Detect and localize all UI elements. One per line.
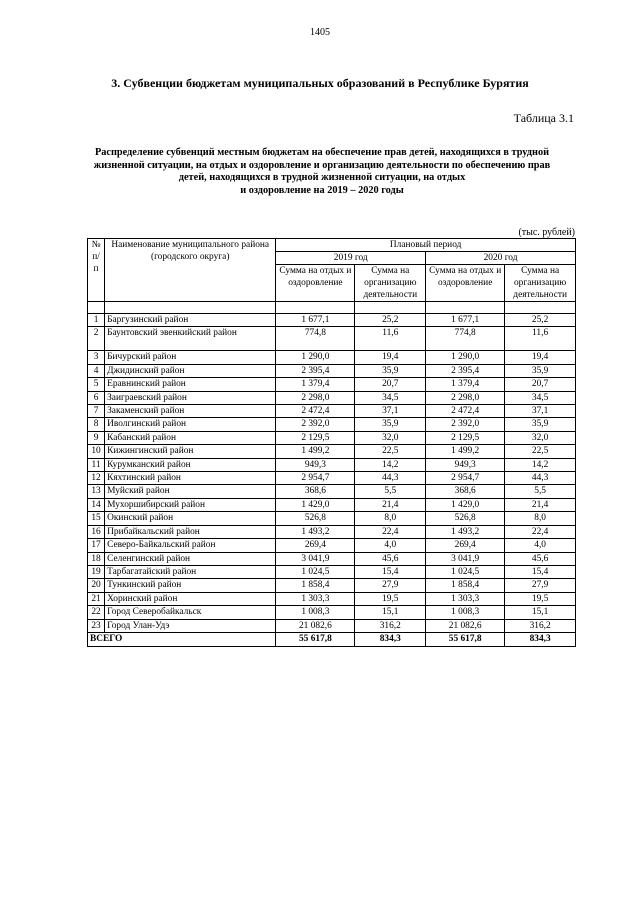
- row-org-2020: 37,1: [505, 405, 576, 418]
- row-org-2019: 27,9: [355, 579, 426, 592]
- row-rest-2020: 1 429,0: [426, 498, 505, 511]
- row-name: Баунтовский эвенкийский район: [105, 327, 276, 351]
- row-org-2019: 14,2: [355, 458, 426, 471]
- row-rest-2019: 2 129,5: [276, 431, 355, 444]
- row-org-2020: 14,2: [505, 458, 576, 471]
- row-org-2019: 15,1: [355, 606, 426, 619]
- table-row: [88, 351, 576, 364]
- total-label: ВСЕГО: [88, 632, 276, 646]
- row-rest-2020: 3 041,9: [426, 552, 505, 565]
- row-org-2019: 32,0: [355, 431, 426, 444]
- row-org-2020: 19,4: [505, 351, 576, 364]
- row-num: 2: [88, 327, 105, 351]
- total-org-2019: 834,3: [355, 632, 426, 646]
- row-num: 5: [88, 378, 105, 391]
- header-org-2020: Сумма на организацию деятельности: [505, 265, 576, 302]
- row-org-2019: 8,0: [355, 512, 426, 525]
- row-org-2020: 4,0: [505, 539, 576, 552]
- caption-line: Распределение субвенций местным бюджетам на обеспечение прав детей, находящихся в трудной: [94, 147, 550, 158]
- row-org-2020: 44,3: [505, 472, 576, 485]
- row-rest-2020: 1 677,1: [426, 314, 505, 327]
- row-name: Заиграевский район: [105, 391, 276, 404]
- row-org-2019: 22,4: [355, 525, 426, 538]
- row-name: Прибайкальский район: [105, 525, 276, 538]
- row-rest-2020: 1 379,4: [426, 378, 505, 391]
- table-row: [88, 445, 576, 458]
- table-row: [88, 565, 576, 578]
- row-org-2019: 316,2: [355, 619, 426, 632]
- table-row: [88, 552, 576, 565]
- total-rest-2020: 55 617,8: [426, 632, 505, 646]
- section-title: 3. Субвенции бюджетам муниципальных образований в Республике Бурятия: [111, 76, 529, 90]
- table-row: [88, 364, 576, 377]
- caption-line: и оздоровление на 2019 – 2020 годы: [240, 184, 404, 196]
- table-row: [88, 485, 576, 498]
- row-num: 8: [88, 418, 105, 431]
- row-name: Кабанский район: [105, 431, 276, 444]
- table-row: [88, 458, 576, 471]
- row-org-2020: 20,7: [505, 378, 576, 391]
- row-rest-2020: 2 392,0: [426, 418, 505, 431]
- row-rest-2019: 1 429,0: [276, 498, 355, 511]
- row-org-2019: 44,3: [355, 472, 426, 485]
- row-rest-2019: 1 379,4: [276, 378, 355, 391]
- row-org-2020: 15,4: [505, 565, 576, 578]
- total-org-2020: 834,3: [505, 632, 576, 646]
- row-rest-2019: 1 677,1: [276, 314, 355, 327]
- row-rest-2020: 2 472,4: [426, 405, 505, 418]
- row-rest-2019: 1 499,2: [276, 445, 355, 458]
- row-rest-2019: 1 858,4: [276, 579, 355, 592]
- row-rest-2019: 269,4: [276, 539, 355, 552]
- header-year-2019: 2019 год: [276, 252, 426, 265]
- table-row: [88, 418, 576, 431]
- row-rest-2019: 526,8: [276, 512, 355, 525]
- caption-line: детей, находящихся в трудной жизненной ситуации, на отдых: [178, 172, 466, 184]
- table-label: Таблица 3.1: [513, 111, 574, 125]
- row-rest-2020: 2 395,4: [426, 364, 505, 377]
- row-num: 21: [88, 592, 105, 605]
- total-rest-2019: 55 617,8: [276, 632, 355, 646]
- row-name: Закаменский район: [105, 405, 276, 418]
- row-org-2020: 45,6: [505, 552, 576, 565]
- header-org-2019: Сумма на организацию деятельности: [355, 265, 426, 302]
- row-num: 10: [88, 445, 105, 458]
- row-num: 20: [88, 579, 105, 592]
- row-rest-2020: 526,8: [426, 512, 505, 525]
- units-label: (тыс. рублей): [518, 227, 575, 238]
- row-num: 3: [88, 351, 105, 364]
- row-num: 9: [88, 431, 105, 444]
- row-name: Селенгинский район: [105, 552, 276, 565]
- row-rest-2019: 2 392,0: [276, 418, 355, 431]
- table-row: [88, 606, 576, 619]
- row-name: Баргузинский район: [105, 314, 276, 327]
- page-number: 1405: [310, 27, 330, 38]
- row-org-2019: 35,9: [355, 418, 426, 431]
- row-org-2019: 21,4: [355, 498, 426, 511]
- table-row: [88, 512, 576, 525]
- row-rest-2019: 1 008,3: [276, 606, 355, 619]
- row-org-2019: 11,6: [355, 327, 426, 351]
- table-row: [88, 378, 576, 391]
- row-org-2020: 22,4: [505, 525, 576, 538]
- row-org-2019: 35,9: [355, 364, 426, 377]
- table-row: [88, 405, 576, 418]
- row-name: Тарбагатайский район: [105, 565, 276, 578]
- row-org-2020: 35,9: [505, 364, 576, 377]
- row-org-2020: 8,0: [505, 512, 576, 525]
- row-name: Муйский район: [105, 485, 276, 498]
- row-num: 17: [88, 539, 105, 552]
- row-rest-2019: 2 298,0: [276, 391, 355, 404]
- row-rest-2019: 2 395,4: [276, 364, 355, 377]
- row-num: 4: [88, 364, 105, 377]
- row-num: 12: [88, 472, 105, 485]
- row-rest-2020: 21 082,6: [426, 619, 505, 632]
- row-rest-2019: 2 472,4: [276, 405, 355, 418]
- row-name: Кяхтинский район: [105, 472, 276, 485]
- row-name: Город Северобайкальск: [105, 606, 276, 619]
- row-rest-2020: 269,4: [426, 539, 505, 552]
- row-rest-2020: 2 954,7: [426, 472, 505, 485]
- row-num: 18: [88, 552, 105, 565]
- row-org-2019: 22,5: [355, 445, 426, 458]
- row-rest-2020: 368,6: [426, 485, 505, 498]
- row-org-2020: 25,2: [505, 314, 576, 327]
- row-rest-2019: 1 493,2: [276, 525, 355, 538]
- header-rest-2019: Сумма на отдых и оздоровление: [276, 265, 355, 302]
- table-row: [88, 314, 576, 327]
- row-org-2020: 22,5: [505, 445, 576, 458]
- row-org-2019: 20,7: [355, 378, 426, 391]
- row-name: Джидинский район: [105, 364, 276, 377]
- table-row: [88, 472, 576, 485]
- row-rest-2020: 1 008,3: [426, 606, 505, 619]
- table-caption: [88, 147, 556, 197]
- row-rest-2020: 1 493,2: [426, 525, 505, 538]
- row-rest-2020: 949,3: [426, 458, 505, 471]
- table-row: [88, 525, 576, 538]
- row-org-2019: 45,6: [355, 552, 426, 565]
- row-name: Северо-Байкальский район: [105, 539, 276, 552]
- row-rest-2019: 949,3: [276, 458, 355, 471]
- row-num: 11: [88, 458, 105, 471]
- row-name: Бичурский район: [105, 351, 276, 364]
- row-org-2019: 5,5: [355, 485, 426, 498]
- row-name: Хоринский район: [105, 592, 276, 605]
- table-row: [88, 592, 576, 605]
- row-rest-2020: 774,8: [426, 327, 505, 351]
- row-rest-2020: 1 290,0: [426, 351, 505, 364]
- row-num: 23: [88, 619, 105, 632]
- row-num: 19: [88, 565, 105, 578]
- row-rest-2020: 2 129,5: [426, 431, 505, 444]
- header-period: Плановый период: [276, 239, 576, 252]
- row-num: 1: [88, 314, 105, 327]
- row-rest-2019: 1 024,5: [276, 565, 355, 578]
- row-org-2019: 25,2: [355, 314, 426, 327]
- table-row: [88, 391, 576, 404]
- subsidy-table: [87, 238, 576, 647]
- row-org-2019: 19,4: [355, 351, 426, 364]
- row-rest-2020: 1 303,3: [426, 592, 505, 605]
- total-row: [88, 632, 576, 646]
- row-num: 22: [88, 606, 105, 619]
- row-rest-2019: 21 082,6: [276, 619, 355, 632]
- row-name: Курумканский район: [105, 458, 276, 471]
- row-org-2020: 32,0: [505, 431, 576, 444]
- table-row: [88, 431, 576, 444]
- header-rest-2020: Сумма на отдых и оздоровление: [426, 265, 505, 302]
- row-org-2020: 34,5: [505, 391, 576, 404]
- row-name: Еравнинский район: [105, 378, 276, 391]
- row-name: Окинский район: [105, 512, 276, 525]
- row-rest-2019: 368,6: [276, 485, 355, 498]
- table-row: [88, 539, 576, 552]
- row-num: 13: [88, 485, 105, 498]
- row-org-2020: 5,5: [505, 485, 576, 498]
- row-num: 16: [88, 525, 105, 538]
- row-org-2020: 27,9: [505, 579, 576, 592]
- row-name: Тункинский район: [105, 579, 276, 592]
- header-num: № п/п: [88, 239, 105, 302]
- row-name: Мухоршибирский район: [105, 498, 276, 511]
- row-rest-2020: 1 858,4: [426, 579, 505, 592]
- row-org-2019: 4,0: [355, 539, 426, 552]
- row-name: Кижингинский район: [105, 445, 276, 458]
- row-num: 7: [88, 405, 105, 418]
- row-rest-2019: 774,8: [276, 327, 355, 351]
- caption-line: жизненной ситуации, на отдых и оздоровление и организацию деятельности по обеспечению прав: [93, 159, 551, 171]
- row-rest-2019: 2 954,7: [276, 472, 355, 485]
- row-name: Иволгинский район: [105, 418, 276, 431]
- table-row: [88, 619, 576, 632]
- row-name: Город Улан-Удэ: [105, 619, 276, 632]
- table-row: [88, 579, 576, 592]
- row-org-2020: 21,4: [505, 498, 576, 511]
- row-num: 6: [88, 391, 105, 404]
- row-org-2019: 34,5: [355, 391, 426, 404]
- header-year-2020: 2020 год: [426, 252, 576, 265]
- row-rest-2020: 2 298,0: [426, 391, 505, 404]
- header-name: Наименование муниципального района (городского округа): [105, 239, 276, 302]
- row-rest-2019: 1 290,0: [276, 351, 355, 364]
- row-org-2019: 37,1: [355, 405, 426, 418]
- row-org-2020: 35,9: [505, 418, 576, 431]
- row-rest-2020: 1 024,5: [426, 565, 505, 578]
- row-org-2020: 316,2: [505, 619, 576, 632]
- row-org-2019: 19,5: [355, 592, 426, 605]
- row-org-2020: 11,6: [505, 327, 576, 351]
- row-rest-2019: 3 041,9: [276, 552, 355, 565]
- row-num: 14: [88, 498, 105, 511]
- row-rest-2020: 1 499,2: [426, 445, 505, 458]
- table-row: [88, 498, 576, 511]
- row-org-2020: 19,5: [505, 592, 576, 605]
- table-spacer-row: [88, 302, 576, 314]
- row-rest-2019: 1 303,3: [276, 592, 355, 605]
- row-org-2020: 15,1: [505, 606, 576, 619]
- row-org-2019: 15,4: [355, 565, 426, 578]
- row-num: 15: [88, 512, 105, 525]
- table-row: [88, 327, 576, 351]
